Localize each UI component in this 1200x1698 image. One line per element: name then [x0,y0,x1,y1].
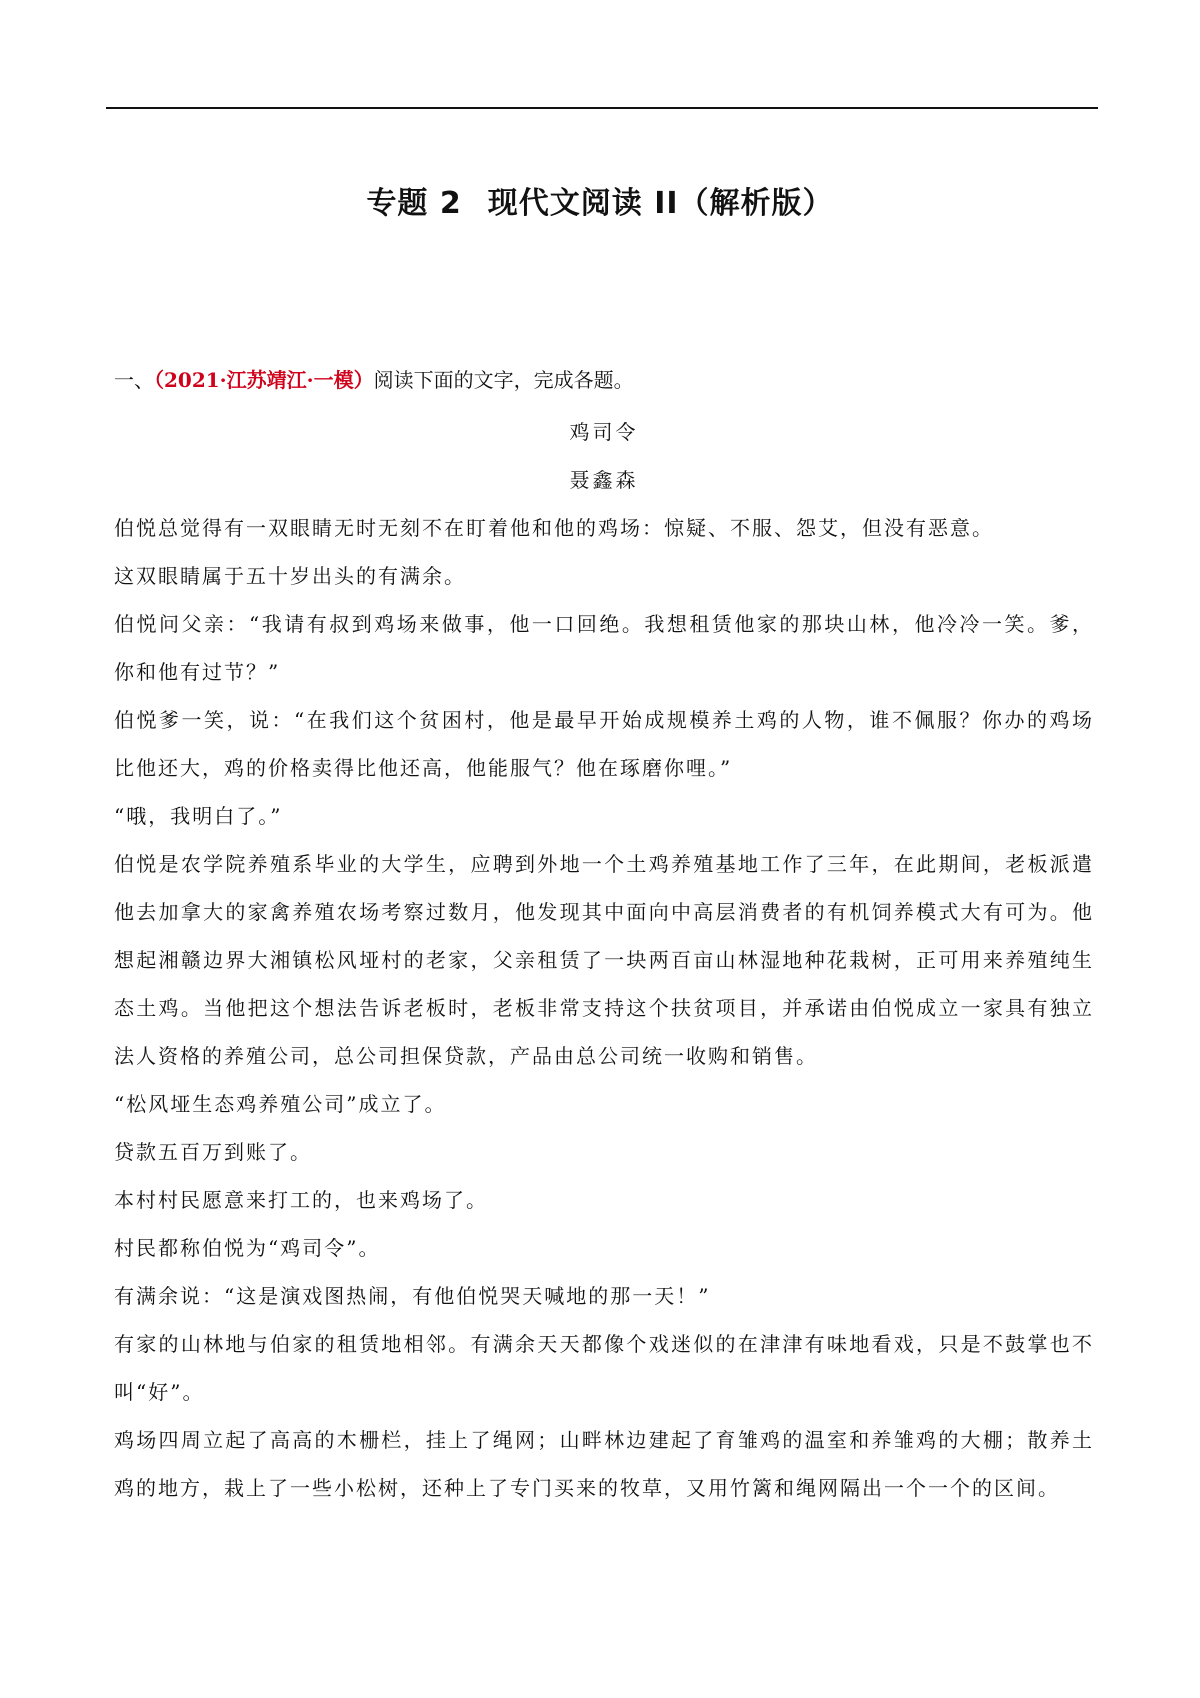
story-title: 鸡司令 [569,420,639,444]
title-topic-name: 现代文阅读 II（解析版） [487,186,834,221]
story-paragraph: “哦，我明白了。” [114,804,283,828]
story-paragraph: 村民都称伯悦为“鸡司令”。 [114,1236,381,1260]
document-title [0,178,1200,222]
title-topic-number: 专题 2 [366,186,462,221]
story-paragraph: 贷款五百万到账了。 [114,1140,312,1164]
question-source: （2021·江苏靖江·一模） [154,368,374,392]
header-rule [106,107,1098,109]
document-body [114,360,1094,1512]
story-paragraph: 鸡场四周立起了高高的木栅栏，挂上了绳网；山畔林边建起了育雏鸡的温室和养雏鸡的大棚；散养土鸡的地方，栽上了一些小松树，还种上了专门买来的牧草，又用竹篱和绳网隔出一个一个的区间。 [114,1428,1094,1500]
story-paragraph: 伯悦爹一笑，说：“在我们这个贫困村，他是最早开始成规模养土鸡的人物，谁不佩服？你办的鸡场比他还大，鸡的价格卖得比他还高，他能服气？他在琢磨你哩。” [114,708,1094,780]
story-author: 聂鑫森 [569,468,639,492]
story-paragraph: 这双眼睛属于五十岁出头的有满余。 [114,564,466,588]
story-paragraph: 伯悦总觉得有一双眼睛无时无刻不在盯着他和他的鸡场：惊疑、不服、怨艾，但没有恶意。 [114,516,994,540]
question-number: 一、 [114,368,154,392]
question-instruction: 阅读下面的文字，完成各题。 [373,368,634,392]
question-heading [114,360,1094,400]
story-paragraph: 伯悦是农学院养殖系毕业的大学生，应聘到外地一个土鸡养殖基地工作了三年，在此期间，老板派遣他去加拿大的家禽养殖农场考察过数月，他发现其中面向中高层消费者的有机饲养模式大有可为。他想起湘赣边界大湘镇松风垭村的老家，父亲租赁了一块两百亩山林湿地种花栽树，正可用来养殖纯生态土鸡。当他把这个想法告诉老板时，老板非常支持这个扶贫项目，并承诺由伯悦成立一家具有独立法人资格的养殖公司，总公司担保贷款，产品由总公司统一收购和销售。 [114,852,1094,1068]
story-paragraph: “松风垭生态鸡养殖公司”成立了。 [114,1092,447,1116]
story-paragraph: 伯悦问父亲：“我请有叔到鸡场来做事，他一口回绝。我想租赁他家的那块山林，他冷冷一笑。爹，你和他有过节？” [114,612,1094,684]
story-paragraph: 有满余说：“这是演戏图热闹，有他伯悦哭天喊地的那一天！” [114,1284,711,1308]
story-paragraph: 有家的山林地与伯家的租赁地相邻。有满余天天都像个戏迷似的在津津有味地看戏，只是不鼓掌也不叫“好”。 [114,1332,1094,1404]
story-paragraph: 本村村民愿意来打工的，也来鸡场了。 [114,1188,488,1212]
